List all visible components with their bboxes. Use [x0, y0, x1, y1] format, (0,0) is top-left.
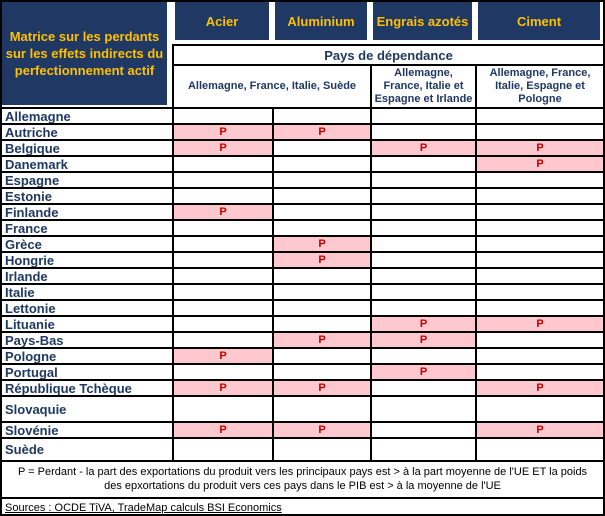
empty-cell	[172, 301, 272, 317]
empty-cell	[272, 349, 370, 365]
empty-cell	[172, 365, 272, 381]
empty-cell	[370, 205, 475, 221]
empty-cell	[172, 253, 272, 269]
perdant-cell: P	[272, 423, 370, 439]
column-header-aluminium: Aluminium	[275, 2, 367, 40]
empty-cell	[475, 365, 603, 381]
perdant-cell: P	[475, 141, 603, 157]
column-header-ciment: Ciment	[478, 2, 600, 40]
matrix-title	[2, 2, 167, 105]
country-label: Allemagne	[2, 109, 172, 125]
empty-cell	[272, 397, 370, 423]
country-label: Slovaquie	[2, 397, 172, 423]
matrix-title-line: sur les effets indirects du	[5, 46, 164, 61]
empty-cell	[272, 109, 370, 125]
table-row	[2, 253, 603, 269]
table-row	[2, 157, 603, 173]
empty-cell	[172, 269, 272, 285]
country-label: Estonie	[2, 189, 172, 205]
perdant-cell: P	[272, 381, 370, 397]
column-header-acier-cell	[172, 2, 272, 44]
empty-cell	[272, 317, 370, 333]
dependence-countries-ciment: Allemagne, France, Italie, Espagne et Pologne	[475, 66, 603, 107]
column-header-aluminium-cell	[272, 2, 370, 44]
sources-line	[2, 499, 603, 514]
empty-cell	[475, 349, 603, 365]
perdant-cell: P	[370, 333, 475, 349]
country-label: Espagne	[2, 173, 172, 189]
empty-cell	[272, 141, 370, 157]
empty-cell	[172, 439, 272, 462]
table-row	[2, 109, 603, 125]
matrix-rows	[2, 109, 603, 462]
table-row	[2, 317, 603, 333]
empty-cell	[370, 125, 475, 141]
empty-cell	[370, 109, 475, 125]
empty-cell	[370, 237, 475, 253]
empty-cell	[172, 237, 272, 253]
country-label: Slovénie	[2, 423, 172, 439]
country-label: Pays-Bas	[2, 333, 172, 349]
empty-cell	[172, 189, 272, 205]
empty-cell	[370, 173, 475, 189]
empty-cell	[172, 157, 272, 173]
table-row	[2, 173, 603, 189]
empty-cell	[475, 333, 603, 349]
column-header-acier: Acier	[175, 2, 269, 40]
table-row	[2, 269, 603, 285]
empty-cell	[172, 397, 272, 423]
empty-cell	[370, 269, 475, 285]
empty-cell	[272, 205, 370, 221]
perdant-cell: P	[370, 141, 475, 157]
empty-cell	[172, 173, 272, 189]
empty-cell	[370, 253, 475, 269]
perdant-cell: P	[272, 253, 370, 269]
perdant-cell: P	[172, 205, 272, 221]
empty-cell	[272, 285, 370, 301]
pays-de-dependance-header: Pays de dépendance	[172, 44, 603, 66]
empty-cell	[475, 237, 603, 253]
empty-cell	[475, 301, 603, 317]
perdant-cell: P	[475, 317, 603, 333]
empty-cell	[475, 397, 603, 423]
table-row	[2, 381, 603, 397]
empty-cell	[272, 365, 370, 381]
empty-cell	[370, 397, 475, 423]
column-header-engrais-azotes: Engrais azotés	[373, 2, 472, 40]
table-header	[2, 2, 603, 109]
empty-cell	[172, 221, 272, 237]
dependence-countries-engrais: Allemagne, France, Italie et Espagne et Irlande	[370, 66, 475, 107]
empty-cell	[475, 125, 603, 141]
empty-cell	[370, 189, 475, 205]
empty-cell	[172, 317, 272, 333]
empty-cell	[475, 109, 603, 125]
empty-cell	[172, 109, 272, 125]
empty-cell	[370, 439, 475, 462]
country-label: Italie	[2, 285, 172, 301]
country-label: Suède	[2, 439, 172, 462]
empty-cell	[475, 269, 603, 285]
country-label: Portugal	[2, 365, 172, 381]
matrix-title-line: Matrice sur les perdants	[9, 29, 160, 44]
perdant-cell: P	[370, 317, 475, 333]
country-label: Belgique	[2, 141, 172, 157]
perdant-cell: P	[475, 157, 603, 173]
country-label: Grèce	[2, 237, 172, 253]
empty-cell	[475, 173, 603, 189]
perdant-cell: P	[172, 381, 272, 397]
country-label: Autriche	[2, 125, 172, 141]
country-label: Finlande	[2, 205, 172, 221]
country-label: Irlande	[2, 269, 172, 285]
empty-cell	[172, 333, 272, 349]
table-row	[2, 349, 603, 365]
empty-cell	[475, 439, 603, 462]
empty-cell	[370, 285, 475, 301]
table-row	[2, 439, 603, 462]
matrix-title-cell	[2, 2, 172, 107]
perdant-cell: P	[172, 125, 272, 141]
empty-cell	[370, 221, 475, 237]
perdant-cell: P	[172, 141, 272, 157]
table-row	[2, 333, 603, 349]
column-header-ciment-cell	[475, 2, 603, 44]
empty-cell	[370, 157, 475, 173]
country-label: Danemark	[2, 157, 172, 173]
table-row	[2, 423, 603, 439]
empty-cell	[272, 301, 370, 317]
table-row	[2, 189, 603, 205]
empty-cell	[370, 381, 475, 397]
empty-cell	[475, 205, 603, 221]
perdant-cell: P	[475, 423, 603, 439]
perdant-cell: P	[172, 423, 272, 439]
table-row	[2, 141, 603, 157]
empty-cell	[370, 301, 475, 317]
empty-cell	[272, 221, 370, 237]
dependence-countries-acier-aluminium: Allemagne, France, Italie, Suède	[172, 66, 370, 107]
country-label: Lettonie	[2, 301, 172, 317]
table-row	[2, 205, 603, 221]
perdant-cell: P	[272, 333, 370, 349]
table-row	[2, 285, 603, 301]
perdant-cell: P	[272, 237, 370, 253]
empty-cell	[272, 269, 370, 285]
country-label: Pologne	[2, 349, 172, 365]
perdant-cell: P	[475, 381, 603, 397]
table-row	[2, 301, 603, 317]
table-row	[2, 397, 603, 423]
empty-cell	[370, 423, 475, 439]
empty-cell	[475, 189, 603, 205]
column-header-engrais-cell	[370, 2, 475, 44]
empty-cell	[172, 285, 272, 301]
table-row	[2, 365, 603, 381]
empty-cell	[272, 157, 370, 173]
perdant-cell: P	[370, 365, 475, 381]
country-label: République Tchèque	[2, 381, 172, 397]
perdant-cell: P	[172, 349, 272, 365]
empty-cell	[272, 439, 370, 462]
footnote: P = Perdant - la part des exportations du produit vers les principaux pays est > à la part moyenne de l'UE ET la poids des epxortations du produit vers ces pays dans le PIB est > à la moyenne de l'UE	[2, 462, 603, 499]
empty-cell	[475, 221, 603, 237]
perdant-cell: P	[272, 125, 370, 141]
table-row	[2, 221, 603, 237]
empty-cell	[370, 349, 475, 365]
empty-cell	[272, 189, 370, 205]
empty-cell	[475, 253, 603, 269]
country-label: Hongrie	[2, 253, 172, 269]
country-label: Lituanie	[2, 317, 172, 333]
empty-cell	[475, 285, 603, 301]
matrix-title-line: perfectionnement actif	[14, 63, 155, 78]
empty-cell	[272, 173, 370, 189]
table-row	[2, 237, 603, 253]
sources-text: Sources : OCDE TiVA, TradeMap calculs BSI Economics	[5, 502, 282, 514]
country-label: France	[2, 221, 172, 237]
table-row	[2, 125, 603, 141]
